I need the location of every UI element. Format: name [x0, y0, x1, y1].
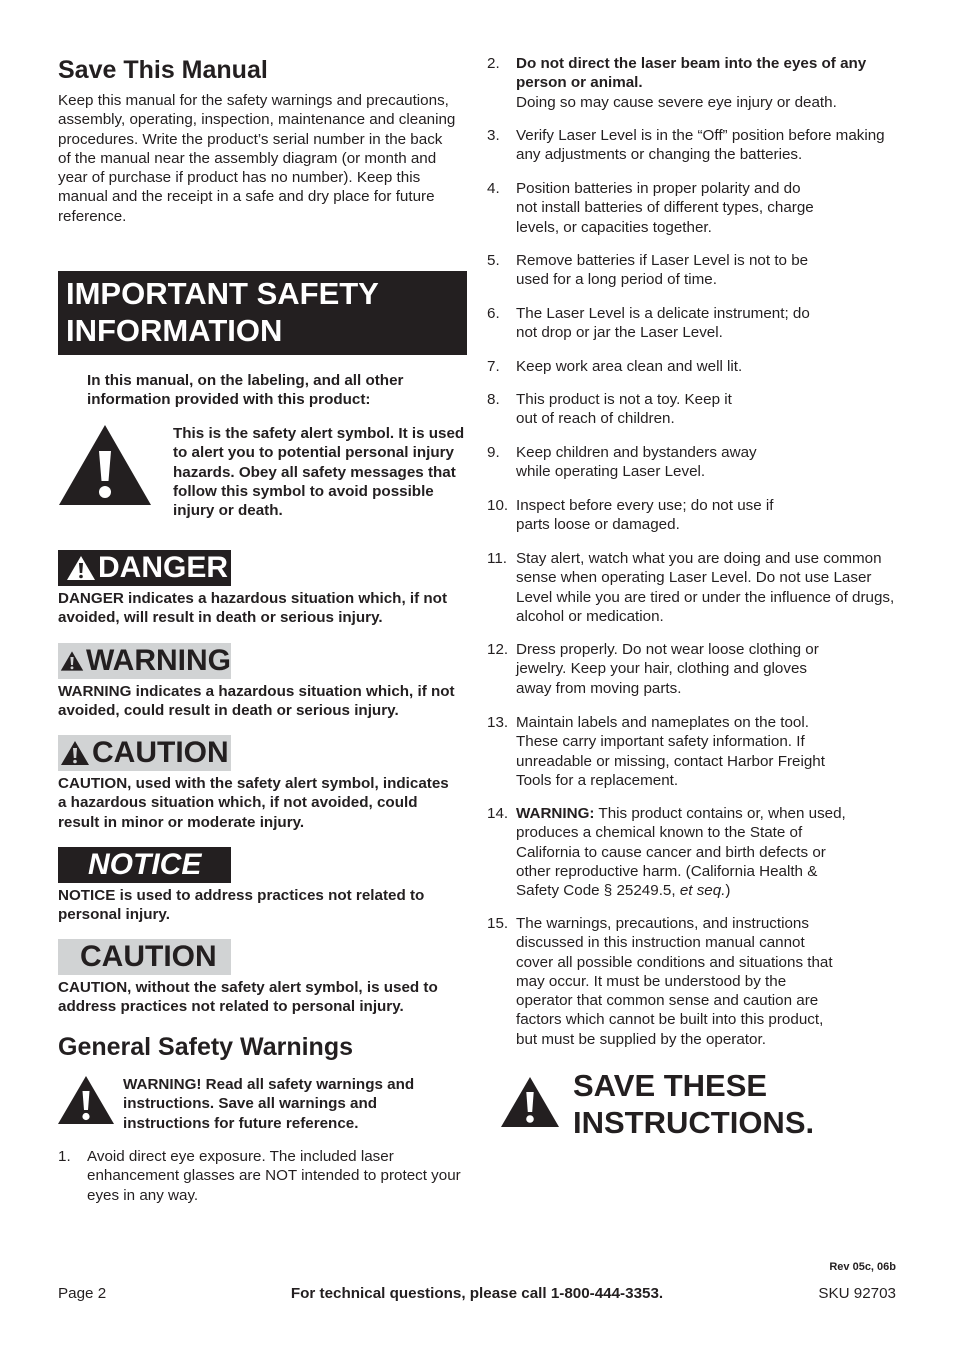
item-text	[516, 804, 856, 900]
item-number: 1.	[58, 1148, 71, 1165]
caution-plain-description: CAUTION, without the safety alert symbol, is used to address practices not related to personal injury.	[58, 979, 438, 1016]
list-item	[58, 1147, 468, 1205]
general-warnings-header-text: WARNING! Read all safety warnings and instructions. Save all warnings and instructions for future reference.	[123, 1076, 415, 1132]
item-number: 7.	[487, 358, 500, 375]
item-text: The Laser Level is a delicate instrument; do not drop or jar the Laser Level.	[516, 305, 810, 342]
danger-text: DANGER	[98, 551, 229, 584]
list-item	[487, 804, 907, 900]
item-text: Remove batteries if Laser Level is not to be used for a long period of time.	[516, 252, 809, 289]
warning-description: WARNING indicates a hazardous situation which, if not avoided, could result in death or serious injury.	[58, 683, 455, 720]
save-manual-heading: Save This Manual	[58, 56, 268, 84]
caution-plain-text: CAUTION	[80, 940, 217, 973]
item-bold-text: Do not direct the laser beam into the eyes of any person or animal.	[516, 55, 867, 92]
intro-paragraph: In this manual, on the labeling, and all other information provided with this product:	[87, 372, 404, 409]
caution-alert-text: CAUTION	[92, 736, 229, 769]
item-number: 9.	[487, 444, 500, 461]
item-text: Dress properly. Do not wear loose clothing or jewelry. Keep your hair, clothing and gloves away from moving parts.	[516, 641, 819, 697]
banner-line-1: IMPORTANT SAFETY	[66, 276, 379, 311]
item-bold-text: WARNING:	[516, 805, 595, 822]
save-manual-paragraph: Keep this manual for the safety warnings and precautions, assembly, operating, inspection, maintenance and cleaning procedures. Write the product’s serial number in the back of the manual near the assembly diagram (or month and year of purchase if product has no number). Keep this manual and the receipt in a safe and dry place for future reference.	[58, 92, 456, 225]
revision-label: Rev 05c, 06b	[829, 1261, 896, 1273]
list-item	[487, 357, 907, 376]
list-item	[487, 179, 907, 237]
caution-plain-label	[58, 939, 231, 975]
item-number: 14.	[487, 805, 509, 822]
warning-triangle-icon	[57, 1075, 115, 1125]
list-item	[487, 251, 907, 290]
warning-text: WARNING	[86, 644, 231, 677]
item-text: Inspect before every use; do not use if parts loose or damaged.	[516, 497, 774, 534]
safety-alert-icon	[57, 423, 153, 507]
item-text: Maintain labels and nameplates on the tool. These carry important safety information. If unreadable or missing, contact Harbor Freight Tools for a replacement.	[516, 714, 825, 789]
item-body-text: This product contains or, when used, produces a chemical known to the State of California to cause cancer and birth defects or other reproductive harm. (California Health & Safety Code § 25249.5,	[516, 805, 846, 900]
save-instructions-heading	[573, 1067, 814, 1141]
item-number: 5.	[487, 252, 500, 269]
caution-alert-icon	[60, 740, 90, 766]
sku-label: SKU 92703	[818, 1285, 896, 1302]
list-item	[487, 496, 907, 535]
item-number: 15.	[487, 915, 509, 932]
warning-alert-icon	[60, 648, 84, 674]
list-item	[487, 640, 907, 698]
save-instructions-line-1: SAVE THESE	[573, 1068, 768, 1103]
save-instructions-line-2: INSTRUCTIONS.	[573, 1105, 815, 1140]
item-italic-text: et seq.	[679, 882, 726, 900]
item-text: Stay alert, watch what you are doing and use common sense when operating Laser Level. Do not use Laser Level while you are tired or under the influence of drugs, alcohol or medication.	[516, 550, 895, 625]
item-number: 2.	[487, 55, 500, 72]
item-text: Keep children and bystanders away while operating Laser Level.	[516, 444, 757, 481]
notice-text: NOTICE	[88, 848, 202, 881]
list-item	[487, 126, 907, 165]
item-number: 13.	[487, 714, 509, 731]
item-text: Position batteries in proper polarity and do not install batteries of different types, charge levels, or capacities together.	[516, 180, 814, 236]
alert-symbol-paragraph: This is the safety alert symbol. It is used to alert you to potential personal injury hazards. Obey all safety messages that follow this symbol to avoid possible injury or death.	[173, 425, 465, 520]
page-number: Page 2	[58, 1285, 107, 1302]
item-number: 6.	[487, 305, 500, 322]
danger-description: DANGER indicates a hazardous situation which, if not avoided, will result in death or serious injury.	[58, 590, 448, 627]
notice-label	[58, 847, 231, 883]
caution-alert-label	[58, 735, 231, 771]
technical-questions-phone: For technical questions, please call 1-800-444-3353.	[290, 1285, 664, 1302]
item-text	[516, 54, 907, 112]
notice-description: NOTICE is used to address practices not related to personal injury.	[58, 887, 425, 924]
list-item	[487, 304, 907, 343]
item-text: This product is not a toy. Keep it out of reach of children.	[516, 391, 732, 428]
item-tail-text: )	[725, 882, 731, 900]
general-safety-warnings-heading: General Safety Warnings	[58, 1033, 353, 1061]
list-item	[487, 443, 907, 482]
item-number: 12.	[487, 641, 509, 658]
list-item	[487, 549, 907, 626]
caution-alert-description: CAUTION, used with the safety alert symbol, indicates a hazardous situation which, if not avoided, could result in minor or moderate injury.	[58, 775, 449, 831]
list-item	[487, 914, 907, 1049]
item-number: 11.	[487, 550, 507, 567]
list-item	[487, 54, 907, 112]
save-instructions-alert-icon	[500, 1076, 560, 1128]
banner-line-2: INFORMATION	[66, 313, 283, 348]
item-number: 4.	[487, 180, 500, 197]
item-number: 10.	[487, 497, 509, 514]
list-item	[487, 390, 907, 429]
item-number: 8.	[487, 391, 500, 408]
item-text: The warnings, precautions, and instructions discussed in this instruction manual cannot cover all possible conditions and situations that may occur. It must be understood by the operator that common sense and caution are factors which cannot be built into this product, but must be supplied by the operator.	[516, 915, 833, 1048]
item-text: Avoid direct eye exposure. The included laser enhancement glasses are NOT intended to protect your eyes in any way.	[87, 1148, 461, 1204]
item-text: Keep work area clean and well lit.	[516, 358, 743, 375]
item-body-text: Doing so may cause severe eye injury or death.	[516, 93, 837, 111]
important-safety-banner	[58, 271, 467, 355]
item-number: 3.	[487, 127, 500, 144]
item-text: Verify Laser Level is in the “Off” position before making any adjustments or changing the batteries.	[516, 127, 885, 164]
danger-label	[58, 550, 231, 586]
danger-alert-icon	[66, 555, 96, 581]
warning-label	[58, 643, 231, 679]
list-item	[487, 713, 907, 790]
